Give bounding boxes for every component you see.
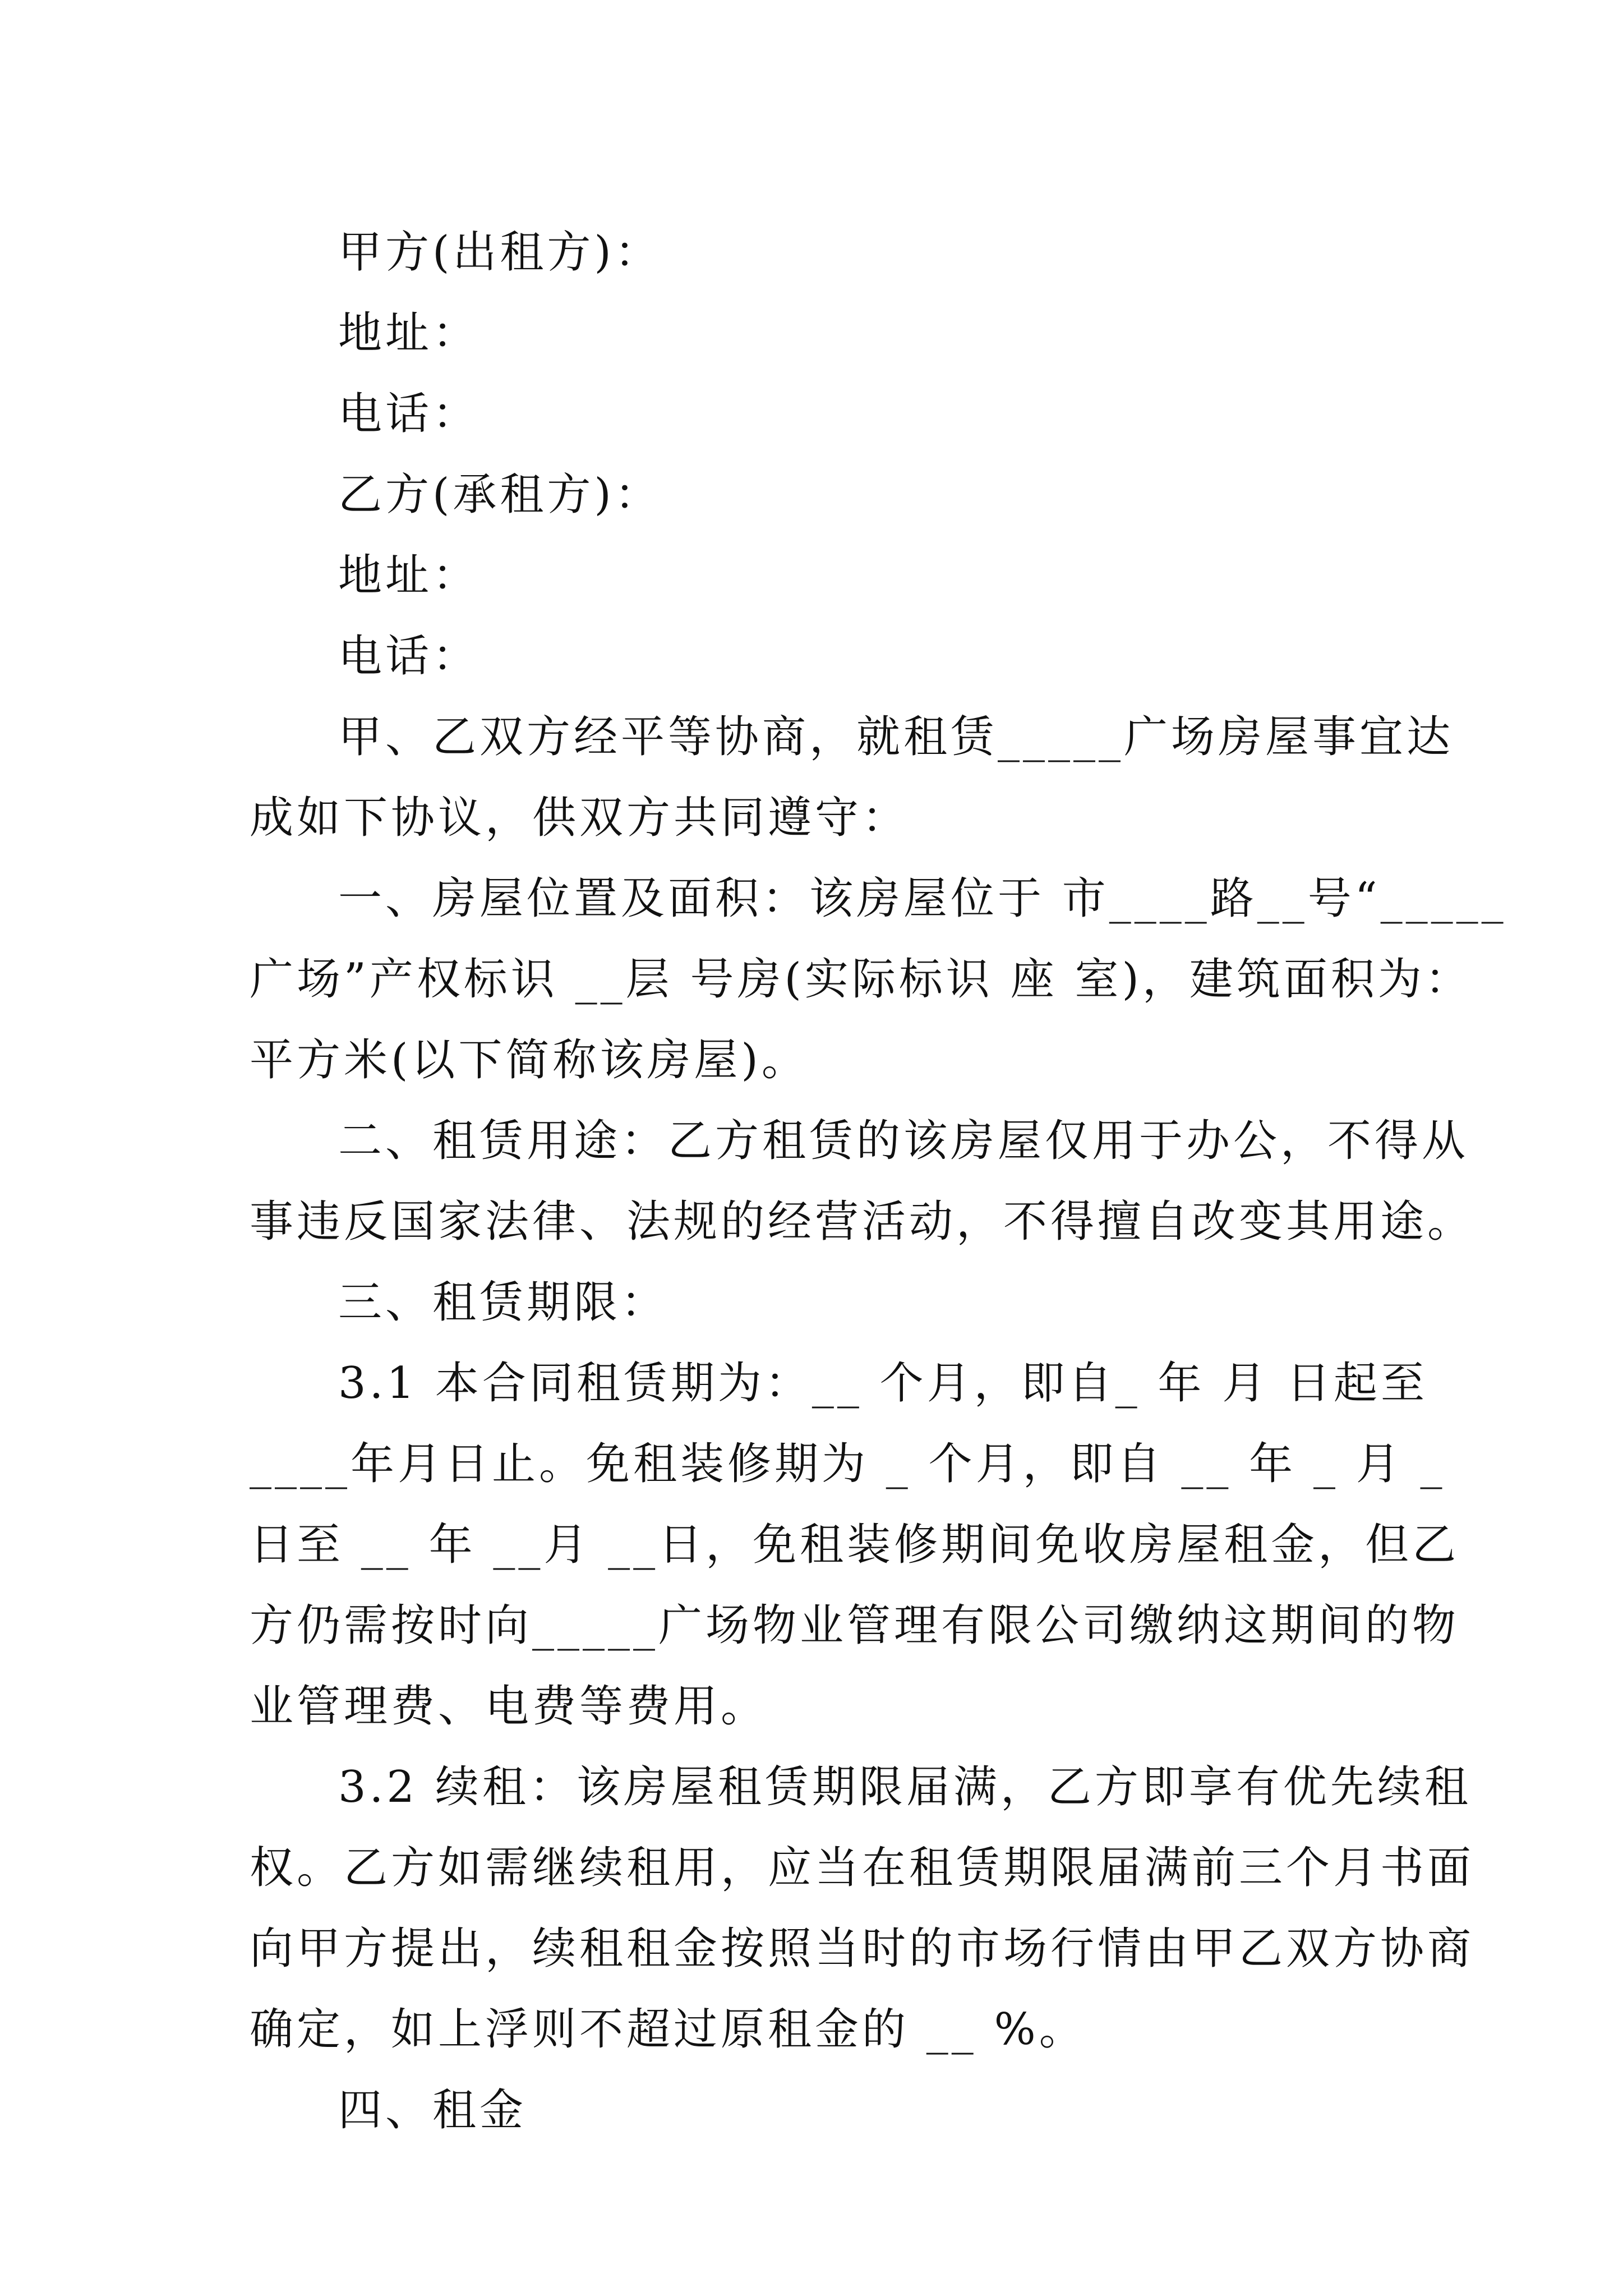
party-b-address: 地址： — [338, 550, 480, 601]
section-3-heading: 三、租赁期限： — [338, 1277, 668, 1328]
clause-3-2-line: 向甲方提出，续租租金按照当时的市场行情由甲乙双方协商 — [250, 1924, 1475, 1974]
clause-3-2-line: 确定，如上浮则不超过原租金的 __ %。 — [250, 2004, 1086, 2055]
clause-3-1-line: 方仍需按时向_____广场物业管理有限公司缴纳这期间的物 — [250, 1600, 1460, 1651]
section-1-line: 一、房屋位置及面积：该房屋位于 市____路__号“_____ — [338, 873, 1507, 924]
party-a-phone: 电话： — [338, 389, 480, 439]
clause-3-1-line: 3.1 本合同租赁期为：__ 个月，即自_ 年 月 日起至 — [338, 1358, 1428, 1409]
preamble-line: 甲、乙双方经平等协商，就租赁_____广场房屋事宜达 — [338, 712, 1454, 762]
section-2-line: 事违反国家法律、法规的经营活动，不得擅自改变其用途。 — [250, 1197, 1475, 1247]
document-body — [250, 212, 1507, 2151]
party-b-heading: 乙方(承租方)： — [338, 470, 662, 520]
party-a-heading: 甲方(出租方)： — [338, 227, 662, 278]
section-2-line: 二、租赁用途：乙方租赁的该房屋仅用于办公，不得从 — [338, 1116, 1469, 1166]
section-1-line: 平方米(以下简称该房屋)。 — [250, 1035, 809, 1085]
clause-3-1-line: 业管理费、电费等费用。 — [250, 1681, 768, 1732]
party-b-phone: 电话： — [338, 631, 480, 682]
clause-3-1-line: ____年月日止。免租装修期为 _ 个月，即自 __ 年 _ 月 _ — [250, 1439, 1446, 1489]
preamble-line: 成如下协议，供双方共同遵守： — [250, 793, 910, 843]
clause-3-2-line: 3.2 续租：该房屋租赁期限届满，乙方即享有优先续租 — [338, 1762, 1472, 1812]
section-4-heading: 四、租金 — [338, 2085, 527, 2136]
party-a-address: 地址： — [338, 308, 480, 358]
clause-3-1-line: 日至 __ 年 __月 __日，免租装修期间免收房屋租金，但乙 — [250, 1520, 1460, 1570]
section-1-line: 广场”产权标识 __层 号房(实际标识 座 室)，建筑面积为： — [250, 954, 1472, 1005]
clause-3-2-line: 权。乙方如需继续租用，应当在租赁期限届满前三个月书面 — [250, 1843, 1475, 1893]
